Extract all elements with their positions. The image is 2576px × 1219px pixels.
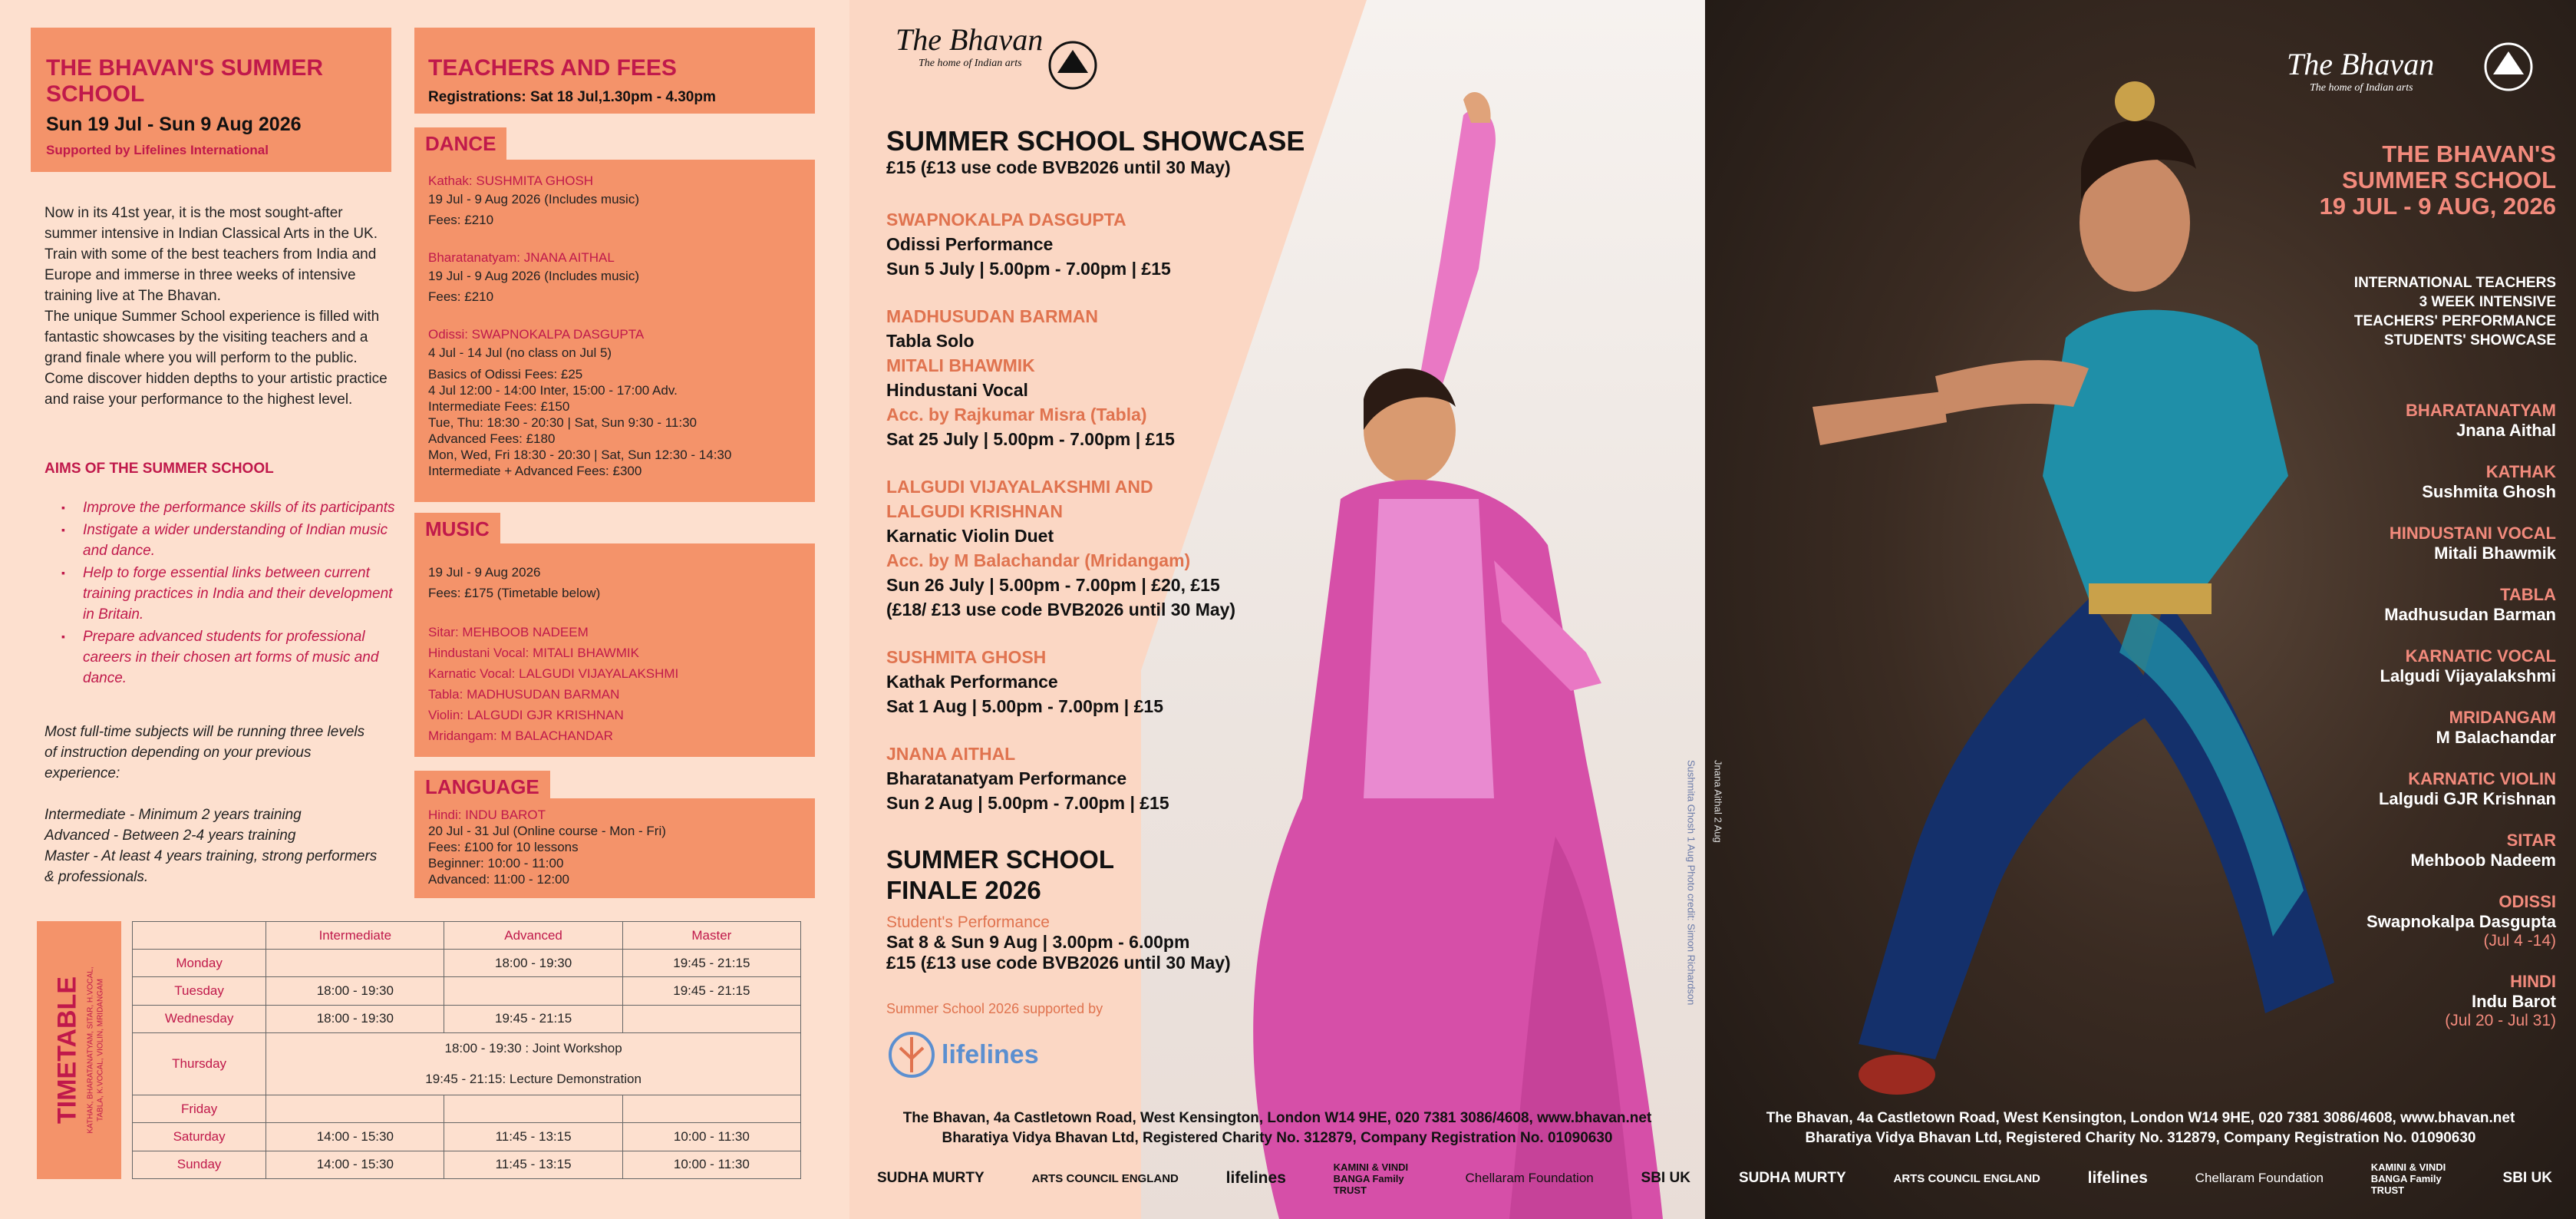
performance-time: (£18/ £13 use code BVB2026 until 30 May) xyxy=(886,600,1236,619)
logo-text: The Bhavan xyxy=(2287,47,2435,81)
kathak-teacher: Kathak: SUSHMITA GHOSH xyxy=(428,173,594,188)
music-teacher: Mridangam: M BALACHANDAR xyxy=(428,728,613,743)
registrations: Registrations: Sat 18 Jul,1.30pm - 4.30pm xyxy=(428,89,716,105)
intro-para-2: The unique Summer School experience is filled with fantastic showcases by the visiting teachers and a grand finale where you will perform to the public. Come discover hidden depths to your artistic practice and raise your performance to the highest level. xyxy=(45,309,388,408)
table-row xyxy=(133,1032,801,1095)
table-row xyxy=(133,1095,801,1122)
timetable xyxy=(132,921,801,1179)
cover-title-line: 19 JUL - 9 AUG, 2026 xyxy=(2319,193,2556,220)
odissi-line: Tue, Thu: 18:30 - 20:30 | Sat, Sun 9:30 - 11:30 xyxy=(428,415,698,430)
instrument-teacher: Mehboob Nadeem xyxy=(2410,851,2556,870)
table-row xyxy=(133,1005,801,1032)
music-tab xyxy=(414,513,500,546)
supported-by: Summer School 2026 supported by xyxy=(886,1001,1103,1016)
panel-info xyxy=(0,0,849,1219)
photo-caption xyxy=(1707,760,1730,898)
thursday-line: 19:45 - 21:15: Lecture Demonstration xyxy=(425,1071,642,1086)
sponsor-logo: Chellaram Foundation xyxy=(1465,1171,1594,1185)
sponsor-logo: SBI UK xyxy=(1641,1170,1690,1186)
cover-title-line: THE BHAVAN'S xyxy=(2382,140,2556,167)
performer-name: JNANA AITHAL xyxy=(886,744,1016,764)
timetable-header: Intermediate xyxy=(266,922,444,950)
lifelines-logo xyxy=(886,1029,1362,1080)
instrument-teacher: Indu Barot xyxy=(2472,992,2556,1011)
performer-name: SUSHMITA GHOSH xyxy=(886,647,1047,667)
performance-3 xyxy=(886,474,1362,622)
aim-item: ▪ Prepare advanced students for professional careers in their chosen art forms of music and dance. xyxy=(83,626,399,689)
hindi-line: Beginner: 10:00 - 11:00 xyxy=(428,856,564,870)
address-block xyxy=(849,1108,1705,1148)
table-cell: Saturday xyxy=(133,1123,266,1151)
performance-acc: Acc. by M Balachandar (Mridangam) xyxy=(886,550,1191,570)
photo-credit xyxy=(1680,760,1703,1021)
instrument-item xyxy=(2234,769,2556,809)
sponsor-logo: lifelines xyxy=(1225,1169,1286,1187)
finale-price: £15 (£13 use code BVB2026 until 30 May) xyxy=(886,953,1231,973)
table-row xyxy=(133,950,801,977)
supported-line: Supported by Lifelines International xyxy=(46,143,269,157)
tagline: TEACHERS' PERFORMANCE xyxy=(2353,313,2556,329)
table-cell xyxy=(444,977,622,1005)
sponsor-logo: KAMINI & VINDI BANGA Family TRUST xyxy=(1333,1161,1409,1196)
odissi-details xyxy=(428,366,801,479)
table-cell: 11:45 - 13:15 xyxy=(444,1123,622,1151)
table-cell: 18:00 - 19:30 xyxy=(444,950,622,977)
cover-title-line: SUMMER SCHOOL xyxy=(2342,167,2556,193)
instrument-item xyxy=(2234,831,2556,870)
level-item: Advanced - Between 2-4 years training xyxy=(45,828,296,844)
odissi-line: Advanced Fees: £180 xyxy=(428,431,556,446)
cover-tagline xyxy=(2172,273,2556,350)
address-line: The Bhavan, 4a Castletown Road, West Kensington, London W14 9HE, 020 7381 3086/4608, www.bhavan.net xyxy=(902,1110,1652,1126)
table-cell-thursday xyxy=(266,1032,801,1095)
hindi-line: Fees: £100 for 10 lessons xyxy=(428,840,579,854)
sponsor-logo: lifelines xyxy=(2087,1169,2148,1187)
logo-sub: The home of Indian arts xyxy=(919,58,1022,69)
instrument-heading: TABLA xyxy=(2500,585,2556,604)
music-dates: 19 Jul - 9 Aug 2026 xyxy=(428,565,541,580)
instrument-heading: ODISSI xyxy=(2498,892,2556,911)
instrument-item xyxy=(2234,646,2556,686)
music-box xyxy=(414,543,815,757)
address-block xyxy=(1705,1108,2576,1148)
emblem-icon xyxy=(2482,40,2535,94)
table-cell: Sunday xyxy=(133,1151,266,1178)
kathak-fees: Fees: £210 xyxy=(428,213,494,227)
dance-tab-label: DANCE xyxy=(414,127,506,160)
performance-5 xyxy=(886,742,1362,815)
instrument-item xyxy=(2234,892,2556,950)
timetable-label xyxy=(53,927,106,1173)
sponsor-logo: KAMINI & VINDI BANGA Family TRUST xyxy=(2370,1161,2446,1196)
sponsor-logo: SUDHA MURTY xyxy=(877,1170,985,1186)
performance-time: Sun 5 July | 5.00pm - 7.00pm | £15 xyxy=(886,259,1171,279)
table-cell: Monday xyxy=(133,950,266,977)
photo-credit-text: Sushmita Ghosh 1 Aug Photo credit: Simon Richardson xyxy=(1685,760,1697,1006)
teachers-title: TEACHERS AND FEES xyxy=(428,55,677,81)
performer-name: SWAPNOKALPA DASGUPTA xyxy=(886,210,1126,230)
odissi-dates: 4 Jul - 14 Jul (no class on Jul 5) xyxy=(428,345,612,360)
table-cell: 18:00 - 19:30 xyxy=(266,977,444,1005)
cover-title xyxy=(2172,141,2556,220)
table-cell xyxy=(622,1095,800,1122)
finale-subtitle: Student's Performance xyxy=(886,913,1050,931)
music-teacher: Hindustani Vocal: MITALI BHAWMIK xyxy=(428,646,639,660)
performance-time: Sat 25 July | 5.00pm - 7.00pm | £15 xyxy=(886,429,1175,449)
timetable-header: Advanced xyxy=(444,922,622,950)
instrument-teacher: M Balachandar xyxy=(2436,728,2556,747)
photo-caption-text: Jnana Aithal 2 Aug xyxy=(1712,760,1724,843)
odissi-line: Intermediate Fees: £150 xyxy=(428,399,570,414)
performance-type: Tabla Solo xyxy=(886,331,975,351)
instrument-item xyxy=(2234,972,2556,1030)
performance-acc: Acc. by Rajkumar Misra (Tabla) xyxy=(886,405,1147,425)
instrument-heading: KATHAK xyxy=(2485,462,2556,481)
table-cell: 10:00 - 11:30 xyxy=(622,1123,800,1151)
instrument-heading: HINDUSTANI VOCAL xyxy=(2389,524,2556,543)
level-item: Master - At least 4 years training, strong performers & professionals. xyxy=(45,848,378,885)
tagline: STUDENTS' SHOWCASE xyxy=(2383,332,2556,349)
performer-name: MITALI BHAWMIK xyxy=(886,355,1035,375)
title-box xyxy=(31,28,391,172)
instrument-teacher: Jnana Aithal xyxy=(2456,421,2556,440)
timetable-title: TIMETABLE xyxy=(52,976,82,1125)
instrument-item xyxy=(2234,462,2556,502)
instrument-teacher: Madhusudan Barman xyxy=(2384,605,2556,624)
sponsor-logo: ARTS COUNCIL ENGLAND xyxy=(1031,1171,1179,1185)
instrument-heading: KARNATIC VOCAL xyxy=(2405,646,2556,666)
table-cell: Tuesday xyxy=(133,977,266,1005)
sponsor-row xyxy=(877,1159,1690,1198)
instrument-heading: MRIDANGAM xyxy=(2449,708,2556,727)
intro-text xyxy=(45,203,390,410)
lifelines-text: lifelines xyxy=(942,1039,1039,1069)
instrument-item xyxy=(2234,708,2556,748)
performance-type: Hindustani Vocal xyxy=(886,380,1028,400)
table-cell: Wednesday xyxy=(133,1005,266,1032)
table-cell xyxy=(444,1095,622,1122)
instrument-teacher: Mitali Bhawmik xyxy=(2434,543,2556,563)
performer-name: LALGUDI KRISHNAN xyxy=(886,501,1063,521)
address-line: Bharatiya Vidya Bhavan Ltd, Registered Charity No. 312879, Company Registration No. 01090630 xyxy=(1805,1130,2476,1146)
level-item: Intermediate - Minimum 2 years training xyxy=(45,807,302,823)
table-cell: 11:45 - 13:15 xyxy=(444,1151,622,1178)
odissi-line: Intermediate + Advanced Fees: £300 xyxy=(428,464,642,478)
instrument-list xyxy=(2234,401,2556,1030)
logo-sub: The home of Indian arts xyxy=(2310,82,2413,94)
address-line: The Bhavan, 4a Castletown Road, West Kensington, London W14 9HE, 020 7381 3086/4608, www.bhavan.net xyxy=(1766,1110,2515,1126)
table-row xyxy=(133,977,801,1005)
music-teacher: Violin: LALGUDI GJR KRISHNAN xyxy=(428,708,624,722)
table-cell: 19:45 - 21:15 xyxy=(622,950,800,977)
odissi-teacher: Odissi: SWAPNOKALPA DASGUPTA xyxy=(428,327,645,342)
aims-title: AIMS OF THE SUMMER SCHOOL xyxy=(45,461,274,477)
panel-showcase xyxy=(849,0,1705,1219)
music-teachers xyxy=(428,622,801,746)
language-box xyxy=(414,798,815,898)
music-fees: Fees: £175 (Timetable below) xyxy=(428,586,601,600)
kathak-dates: 19 Jul - 9 Aug 2026 (Includes music) xyxy=(428,192,639,206)
timetable-subtitle: KATHAK, BHARATANATYAM, SITAR, H.VOCAL, TABLA, K.VOCAL, VIOLIN, MRIDANGAM xyxy=(86,966,105,1134)
hindi-line: 20 Jul - 31 Jul (Online course - Mon - Fri) xyxy=(428,824,666,838)
music-tab-label: MUSIC xyxy=(414,513,500,546)
performance-time: Sat 1 Aug | 5.00pm - 7.00pm | £15 xyxy=(886,696,1163,716)
table-cell: 14:00 - 15:30 xyxy=(266,1151,444,1178)
table-cell: 10:00 - 11:30 xyxy=(622,1151,800,1178)
table-cell xyxy=(266,950,444,977)
instrument-heading: KARNATIC VIOLIN xyxy=(2408,769,2556,788)
instrument-item xyxy=(2234,585,2556,625)
instrument-teacher: Lalgudi GJR Krishnan xyxy=(2378,789,2556,808)
intro-para-1: Now in its 41st year, it is the most sought-after summer intensive in Indian Classical Arts in the UK. Train with some of the best teachers from India and Europe and immerse in three weeks of intensive training live at The Bhavan. xyxy=(45,205,378,304)
performance-type: Kathak Performance xyxy=(886,672,1058,692)
performance-time: Sun 26 July | 5.00pm - 7.00pm | £20, £15 xyxy=(886,575,1220,595)
finale-time: Sat 8 & Sun 9 Aug | 3.00pm - 6.00pm xyxy=(886,932,1190,952)
showcase-price: £15 (£13 use code BVB2026 until 30 May) xyxy=(886,157,1231,177)
teachers-header-box xyxy=(414,28,815,114)
sponsor-logo: SUDHA MURTY xyxy=(1739,1170,1846,1186)
school-dates: Sun 19 Jul - Sun 9 Aug 2026 xyxy=(46,114,302,135)
odissi-line: Basics of Odissi Fees: £25 xyxy=(428,367,583,382)
table-cell: 19:45 - 21:15 xyxy=(622,977,800,1005)
school-title: THE BHAVAN'S SUMMER SCHOOL xyxy=(46,55,324,107)
lifelines-icon xyxy=(886,1029,937,1080)
instrument-dates: (Jul 20 - Jul 31) xyxy=(2445,1012,2556,1029)
finale-title: SUMMER SCHOOL xyxy=(886,845,1114,874)
timetable-header xyxy=(133,922,266,950)
sponsor-row xyxy=(1739,1159,2552,1198)
bharat-teacher: Bharatanatyam: JNANA AITHAL xyxy=(428,250,615,265)
table-cell: 19:45 - 21:15 xyxy=(444,1005,622,1032)
hindi-teacher: Hindi: INDU BAROT xyxy=(428,808,546,822)
instrument-teacher: Swapnokalpa Dasgupta xyxy=(2367,912,2556,931)
showcase-title: SUMMER SCHOOL SHOWCASE xyxy=(886,125,1305,157)
sponsor-logo: ARTS COUNCIL ENGLAND xyxy=(1893,1171,2040,1185)
language-tab-label: LANGUAGE xyxy=(414,771,550,804)
performance-2 xyxy=(886,304,1362,451)
performance-type: Odissi Performance xyxy=(886,234,1054,254)
performance-type: Karnatic Violin Duet xyxy=(886,526,1054,546)
hindi-details xyxy=(428,823,801,887)
table-cell: Friday xyxy=(133,1095,266,1122)
music-teacher: Karnatic Vocal: LALGUDI VIJAYALAKSHMI xyxy=(428,666,679,681)
instrument-dates: (Jul 4 -14) xyxy=(2483,932,2556,950)
table-cell: 14:00 - 15:30 xyxy=(266,1123,444,1151)
tagline: 3 WEEK INTENSIVE xyxy=(2419,294,2556,310)
bharat-fees: Fees: £210 xyxy=(428,289,494,304)
finale-title: FINALE 2026 xyxy=(886,876,1041,904)
performance-4 xyxy=(886,645,1362,719)
aim-item: ▪ Help to forge essential links between current training practices in India and their development in Britain. xyxy=(83,563,399,625)
finale-block xyxy=(886,844,1362,973)
odissi-line: Mon, Wed, Fri 18:30 - 20:30 | Sat, Sun 12:30 - 14:30 xyxy=(428,448,732,462)
instrument-teacher: Sushmita Ghosh xyxy=(2422,482,2556,501)
instrument-item xyxy=(2234,524,2556,563)
performance-time: Sun 2 Aug | 5.00pm - 7.00pm | £15 xyxy=(886,793,1169,813)
aim-item: ▪ Instigate a wider understanding of Indian music and dance. xyxy=(83,520,399,561)
bharat-dates: 19 Jul - 9 Aug 2026 (Includes music) xyxy=(428,269,639,283)
hindi-line: Advanced: 11:00 - 12:00 xyxy=(428,872,569,887)
instrument-heading: BHARATANATYAM xyxy=(2406,401,2556,420)
sponsor-logo: SBI UK xyxy=(2502,1170,2552,1186)
showcase-block xyxy=(886,125,1362,1080)
music-teacher: Sitar: MEHBOOB NADEEM xyxy=(428,625,589,639)
levels-list xyxy=(45,804,390,887)
table-row xyxy=(133,1123,801,1151)
dance-tab xyxy=(414,127,506,160)
odissi-line: 4 Jul 12:00 - 14:00 Inter, 15:00 - 17:00 Adv. xyxy=(428,383,678,398)
timetable-label-box xyxy=(37,921,121,1179)
performance-1 xyxy=(886,207,1362,281)
timetable-header: Master xyxy=(622,922,800,950)
address-line: Bharatiya Vidya Bhavan Ltd, Registered Charity No. 312879, Company Registration No. 01090630 xyxy=(942,1130,1613,1146)
performance-type: Bharatanatyam Performance xyxy=(886,768,1127,788)
emblem-icon xyxy=(1046,38,1100,92)
instrument-item xyxy=(2234,401,2556,441)
instrument-heading: HINDI xyxy=(2510,972,2556,991)
aims-list xyxy=(61,497,399,690)
instrument-teacher: Lalgudi Vijayalakshmi xyxy=(2380,666,2556,685)
levels-intro: Most full-time subjects will be running three levels of instruction depending on your previous experience: xyxy=(45,724,365,781)
music-teacher: Tabla: MADHUSUDAN BARMAN xyxy=(428,687,620,702)
panel-cover xyxy=(1705,0,2576,1219)
table-cell: Thursday xyxy=(133,1032,266,1095)
table-row xyxy=(133,1151,801,1178)
performer-name: LALGUDI VIJAYALAKSHMI AND xyxy=(886,477,1153,497)
aim-item: ▪ Improve the performance skills of its participants xyxy=(83,497,399,518)
thursday-line: 18:00 - 19:30 : Joint Workshop xyxy=(444,1040,622,1055)
sponsor-logo: Chellaram Foundation xyxy=(2195,1171,2324,1185)
dance-box xyxy=(414,160,815,502)
table-cell: 18:00 - 19:30 xyxy=(266,1005,444,1032)
instrument-heading: SITAR xyxy=(2506,831,2556,850)
logo-text: The Bhavan xyxy=(895,22,1044,57)
tagline: INTERNATIONAL TEACHERS xyxy=(2353,275,2556,291)
table-cell xyxy=(622,1005,800,1032)
table-cell xyxy=(266,1095,444,1122)
performer-name: MADHUSUDAN BARMAN xyxy=(886,306,1098,326)
